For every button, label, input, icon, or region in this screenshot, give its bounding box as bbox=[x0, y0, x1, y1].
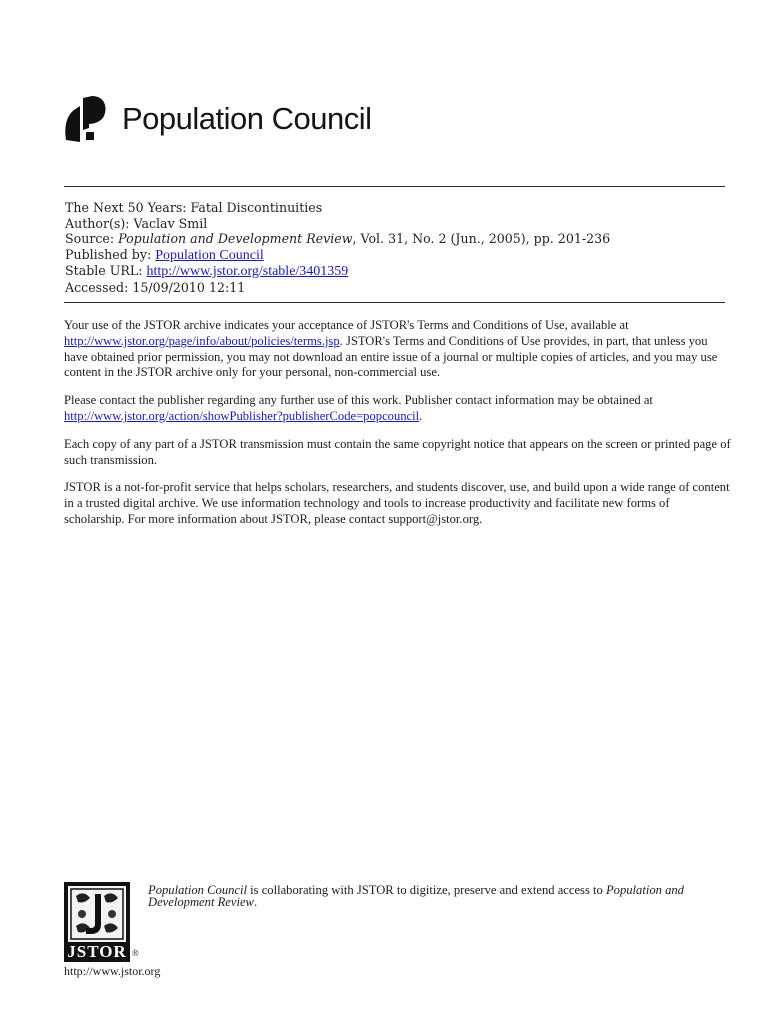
publisher-contact-link[interactable]: http://www.jstor.org/action/showPublisher?publisherCode=popcouncil bbox=[64, 408, 420, 423]
collab-end: . bbox=[253, 895, 258, 909]
accessed-line bbox=[65, 280, 725, 296]
collab-publisher: Population Council bbox=[148, 883, 247, 897]
population-council-emblem-icon bbox=[64, 94, 108, 144]
stable-url-line bbox=[65, 263, 725, 280]
terms-p1-end: . JSTOR's Terms and Conditions of Use provides, in part, that unless you have obtained prior permission, you may not download an entire issue of a journal or multiple copies of articles, and you may use content in the JSTOR archive only for your personal, non-commercial use. bbox=[64, 333, 718, 380]
publisher-link[interactable]: Population Council bbox=[155, 247, 264, 263]
published-by-label: Published by: bbox=[65, 246, 152, 262]
terms-link[interactable]: http://www.jstor.org/page/info/about/policies/terms.jsp bbox=[64, 333, 340, 348]
jstor-logo bbox=[64, 882, 130, 962]
article-title: The Next 50 Years: Fatal Discontinuities bbox=[65, 200, 323, 215]
terms-p2-end: . bbox=[419, 408, 423, 423]
jstor-logo-text: JSTOR bbox=[67, 942, 127, 961]
authors-label: Author(s): bbox=[65, 215, 130, 231]
author-name: Vaclav Smil bbox=[133, 215, 208, 231]
article-metadata bbox=[65, 200, 725, 295]
bottom-divider bbox=[64, 302, 725, 303]
terms-paragraph-3: Each copy of any part of a JSTOR transmission must contain the same copyright notice that appears on the screen or printed page of such transmission. bbox=[64, 436, 731, 467]
terms-p2-start: Please contact the publisher regarding any further use of this work. Publisher contact information may be obtained at bbox=[64, 393, 653, 408]
collaboration-notice bbox=[148, 884, 713, 908]
source-line bbox=[65, 231, 725, 247]
population-council-wordmark: Population Council bbox=[122, 101, 372, 136]
stable-url-label: Stable URL: bbox=[65, 263, 143, 278]
accessed-label: Accessed: bbox=[65, 279, 129, 295]
accessed-date: 15/09/2010 12:11 bbox=[132, 279, 246, 295]
registered-mark: ® bbox=[132, 948, 139, 958]
population-council-logo bbox=[64, 94, 372, 144]
terms-paragraph-4: JSTOR is a not-for-profit service that helps scholars, researchers, and students discover, use, and build upon a wide range of content in a trusted digital archive. We use information technology and tools to increase productivity and facilitate new forms of scholarship. For more information about JSTOR, please contact support@jstor.org. bbox=[64, 480, 730, 526]
jstor-emblem-icon bbox=[64, 882, 130, 962]
terms-paragraph-1 bbox=[64, 318, 732, 381]
stable-url-link[interactable]: http://www.jstor.org/stable/3401359 bbox=[146, 264, 349, 279]
citation: , Vol. 31, No. 2 (Jun., 2005), pp. 201-236 bbox=[352, 231, 611, 246]
terms-p1-start: Your use of the JSTOR archive indicates your acceptance of JSTOR's Terms and Conditions of Use, available at bbox=[64, 318, 629, 332]
published-by-line bbox=[65, 247, 725, 264]
jstor-url: http://www.jstor.org bbox=[64, 964, 161, 978]
authors-line bbox=[65, 216, 725, 232]
source-label: Source: bbox=[65, 231, 115, 246]
top-divider bbox=[64, 186, 725, 187]
journal-name: Population and Development Review bbox=[118, 231, 353, 246]
collab-text: is collaborating with JSTOR to digitize, preserve and extend access to bbox=[247, 883, 606, 897]
collab-journal: Population and Development Review bbox=[148, 883, 684, 909]
terms-of-use bbox=[64, 318, 732, 540]
terms-paragraph-2 bbox=[64, 393, 732, 425]
